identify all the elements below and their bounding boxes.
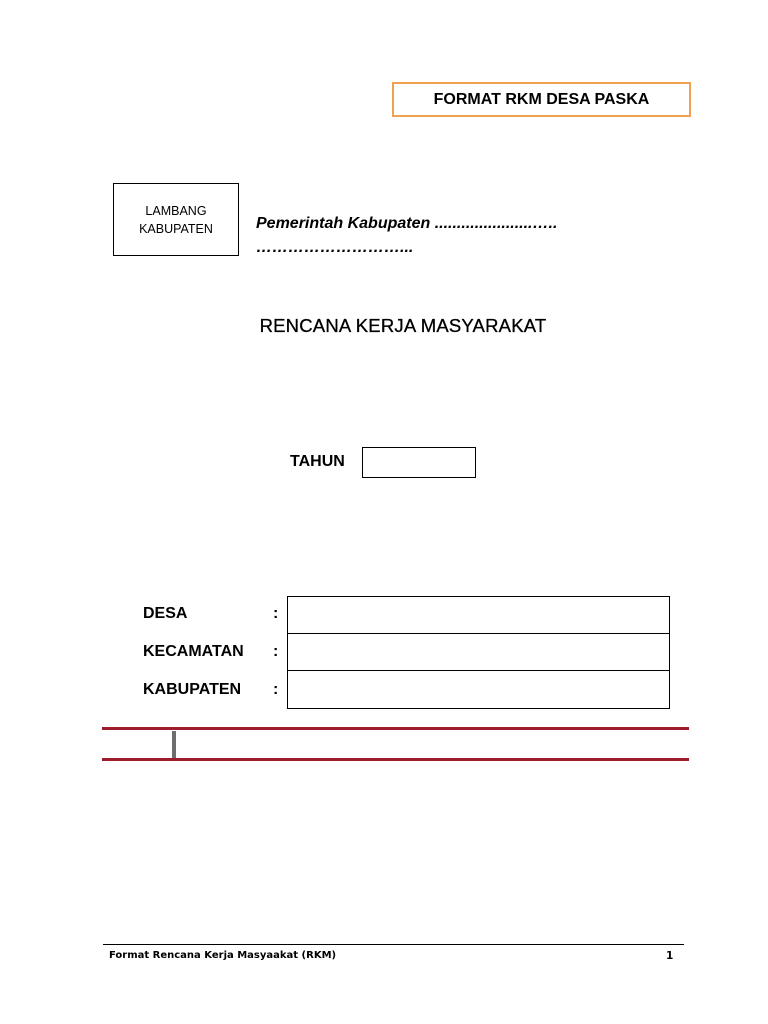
government-line-1: Pemerintah Kabupaten ......................….. — [256, 215, 558, 232]
desa-field[interactable] — [288, 597, 669, 634]
logo-placeholder-line1: LAMBANG — [145, 203, 207, 218]
government-line-2: ………………………... — [256, 239, 414, 256]
footer-text: Format Rencana Kerja Masyaakat (RKM) — [109, 950, 337, 961]
desa-label: DESA — [143, 605, 188, 622]
page-number: 1 — [666, 950, 674, 962]
divider-bottom — [102, 758, 689, 761]
kecamatan-field[interactable] — [288, 634, 669, 671]
divider-marker — [172, 731, 176, 759]
footer-rule — [103, 944, 684, 945]
kabupaten-label: KABUPATEN — [143, 681, 242, 698]
format-label-box — [392, 82, 691, 117]
format-label: FORMAT RKM DESA PASKA — [433, 90, 650, 108]
year-label: TAHUN — [290, 453, 345, 470]
location-fields-table — [287, 596, 670, 709]
kabupaten-colon: : — [273, 681, 279, 698]
kecamatan-label: KECAMATAN — [143, 643, 244, 660]
logo-placeholder — [113, 183, 239, 256]
logo-placeholder-line2: KABUPATEN — [139, 221, 213, 236]
document-title: RENCANA KERJA MASYARAKAT — [259, 315, 547, 336]
year-field[interactable] — [362, 447, 476, 478]
divider-top — [102, 727, 689, 730]
desa-colon: : — [273, 605, 279, 622]
kecamatan-colon: : — [273, 643, 279, 660]
kabupaten-field[interactable] — [288, 671, 669, 708]
